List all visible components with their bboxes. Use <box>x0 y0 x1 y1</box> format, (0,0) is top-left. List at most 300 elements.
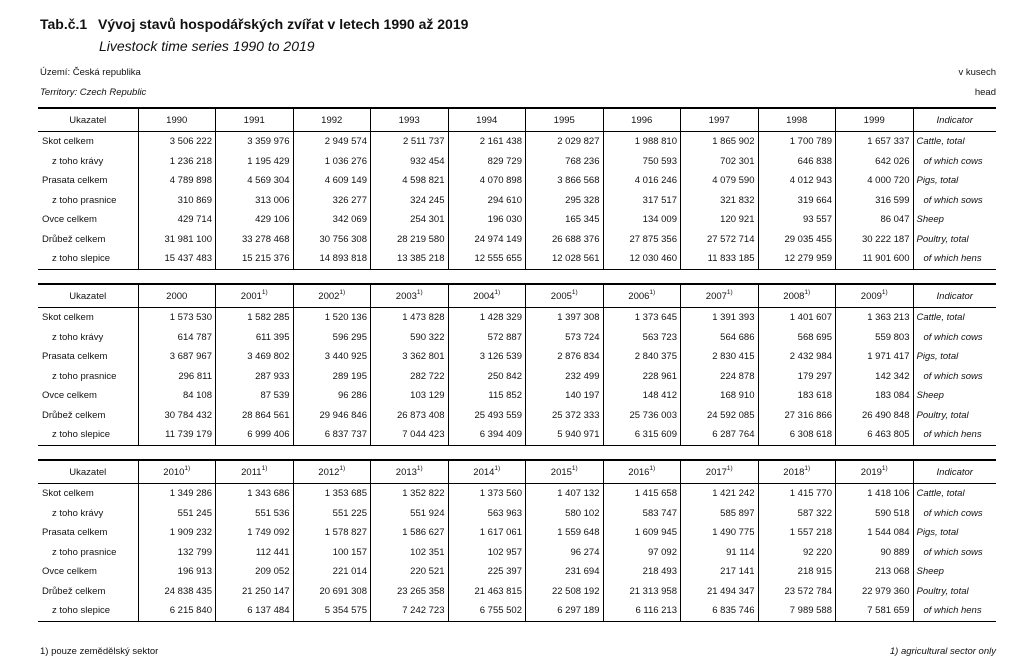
table-cell: 3 126 539 <box>448 347 526 367</box>
row-label-en: of which hens <box>913 601 996 621</box>
table-cell: 551 536 <box>216 504 294 524</box>
table-number: Tab.č.1 <box>40 16 88 32</box>
livestock-table <box>38 107 996 270</box>
column-header-year <box>526 284 604 308</box>
table-cell: 84 108 <box>138 386 216 406</box>
table-cell: 1 609 945 <box>603 523 681 543</box>
table-cell: 1 373 560 <box>448 484 526 504</box>
table-cell: 12 555 655 <box>448 249 526 269</box>
table-cell: 1 971 417 <box>836 347 914 367</box>
table-header-row <box>38 284 996 308</box>
table-cell: 11 901 600 <box>836 249 914 269</box>
table-cell: 29 035 455 <box>758 230 836 250</box>
table-cell: 1 988 810 <box>603 132 681 152</box>
year-label: 2016 <box>628 466 650 478</box>
table-cell: 26 490 848 <box>836 406 914 426</box>
footnote-mark: 1) <box>494 464 501 472</box>
table-cell: 6 837 737 <box>293 425 371 445</box>
table-cell: 646 838 <box>758 152 836 172</box>
row-label-en: Pigs, total <box>913 347 996 367</box>
table-cell: 310 869 <box>138 191 216 211</box>
table-cell: 228 961 <box>603 367 681 387</box>
year-label: 2013 <box>395 466 417 478</box>
table-cell: 7 989 588 <box>758 601 836 621</box>
table-cell: 829 729 <box>448 152 526 172</box>
column-header-year <box>216 108 294 132</box>
year-label: 1993 <box>398 114 420 126</box>
year-label: 1997 <box>708 114 730 126</box>
table-header-row <box>38 108 996 132</box>
column-header-year <box>681 460 759 484</box>
territory-en: Territory: Czech Republic <box>40 87 147 98</box>
table-cell: 563 963 <box>448 504 526 524</box>
year-label: 1998 <box>786 114 808 126</box>
year-label: 1994 <box>476 114 498 126</box>
column-header-indicator-cz: Ukazatel <box>38 108 138 132</box>
table-cell: 642 026 <box>836 152 914 172</box>
table-cell: 282 722 <box>371 367 449 387</box>
table-cell: 1 421 242 <box>681 484 759 504</box>
table-cell: 1 428 329 <box>448 308 526 328</box>
table-cell: 5 940 971 <box>526 425 604 445</box>
table-cell: 6 463 805 <box>836 425 914 445</box>
table-cell: 179 297 <box>758 367 836 387</box>
column-header-year <box>758 460 836 484</box>
table-cell: 585 897 <box>681 504 759 524</box>
table-cell: 319 664 <box>758 191 836 211</box>
table-cell: 102 351 <box>371 543 449 563</box>
table-cell: 3 506 222 <box>138 132 216 152</box>
table-cell: 1 657 337 <box>836 132 914 152</box>
table-cell: 317 517 <box>603 191 681 211</box>
table-cell: 572 887 <box>448 328 526 348</box>
column-header-year <box>681 108 759 132</box>
footnote-mark: 1) <box>339 288 346 296</box>
table-cell: 97 092 <box>603 543 681 563</box>
table-cell: 1 415 770 <box>758 484 836 504</box>
table-cell: 30 784 432 <box>138 406 216 426</box>
footnote-mark: 1) <box>649 288 656 296</box>
column-header-year <box>603 284 681 308</box>
table-cell: 103 129 <box>371 386 449 406</box>
table-cell: 31 981 100 <box>138 230 216 250</box>
table-cell: 140 197 <box>526 386 604 406</box>
table-cell: 611 395 <box>216 328 294 348</box>
column-header-year <box>836 460 914 484</box>
column-header-year <box>448 108 526 132</box>
table-cell: 2 830 415 <box>681 347 759 367</box>
table-cell: 4 609 149 <box>293 171 371 191</box>
year-label: 1996 <box>631 114 653 126</box>
table-cell: 102 957 <box>448 543 526 563</box>
table-cell: 587 322 <box>758 504 836 524</box>
table-cell: 87 539 <box>216 386 294 406</box>
table-row <box>38 582 996 602</box>
row-label-en: of which hens <box>913 249 996 269</box>
table-cell: 1 036 276 <box>293 152 371 172</box>
livestock-table <box>38 459 996 622</box>
year-label: 2012 <box>318 466 340 478</box>
year-label: 1990 <box>166 114 188 126</box>
year-label: 2015 <box>550 466 572 478</box>
footnote-mark: 1) <box>184 464 191 472</box>
year-label: 2003 <box>395 290 417 302</box>
table-cell: 7 242 723 <box>371 601 449 621</box>
table-cell: 551 924 <box>371 504 449 524</box>
table-cell: 29 946 846 <box>293 406 371 426</box>
year-label: 2019 <box>860 466 882 478</box>
table-cell: 90 889 <box>836 543 914 563</box>
column-header-year <box>758 108 836 132</box>
row-label-en: Cattle, total <box>913 308 996 328</box>
footnote-mark: 1) <box>261 464 268 472</box>
table-cell: 12 028 561 <box>526 249 604 269</box>
table-cell: 583 747 <box>603 504 681 524</box>
table-cell: 1 418 106 <box>836 484 914 504</box>
table-row <box>38 425 996 445</box>
table-cell: 2 161 438 <box>448 132 526 152</box>
table-cell: 1 373 645 <box>603 308 681 328</box>
footnote-mark: 1) <box>804 288 811 296</box>
table-cell: 568 695 <box>758 328 836 348</box>
table-cell: 183 618 <box>758 386 836 406</box>
row-label-en: Pigs, total <box>913 171 996 191</box>
table-cell: 6 999 406 <box>216 425 294 445</box>
table-cell: 168 910 <box>681 386 759 406</box>
row-label-en: Sheep <box>913 210 996 230</box>
table-row <box>38 543 996 563</box>
year-label: 2018 <box>783 466 805 478</box>
table-cell: 1 557 218 <box>758 523 836 543</box>
table-cell: 596 295 <box>293 328 371 348</box>
table-cell: 1 520 136 <box>293 308 371 328</box>
column-header-year <box>448 460 526 484</box>
row-label-cz: Drůbež celkem <box>42 585 106 597</box>
column-header-indicator-cz: Ukazatel <box>38 460 138 484</box>
table-cell: 1 391 393 <box>681 308 759 328</box>
row-label-cz: Prasata celkem <box>42 175 108 187</box>
table-cell: 1 578 827 <box>293 523 371 543</box>
table-cell: 196 913 <box>138 562 216 582</box>
table-cell: 6 297 189 <box>526 601 604 621</box>
column-header-year <box>526 460 604 484</box>
column-header-year <box>603 460 681 484</box>
table-cell: 6 315 609 <box>603 425 681 445</box>
table-cell: 24 592 085 <box>681 406 759 426</box>
table-cell: 702 301 <box>681 152 759 172</box>
table-cell: 3 469 802 <box>216 347 294 367</box>
table-cell: 96 274 <box>526 543 604 563</box>
table-cell: 296 811 <box>138 367 216 387</box>
table-cell: 27 572 714 <box>681 230 759 250</box>
table-cell: 26 688 376 <box>526 230 604 250</box>
year-label: 1991 <box>243 114 265 126</box>
year-label: 2009 <box>860 290 882 302</box>
table-cell: 750 593 <box>603 152 681 172</box>
table-cell: 1 490 775 <box>681 523 759 543</box>
footnote-mark: 1) <box>494 288 501 296</box>
row-label-en: Cattle, total <box>913 484 996 504</box>
row-label-cz: z toho prasnice <box>52 370 117 382</box>
table-cell: 165 345 <box>526 210 604 230</box>
row-label-cz: Prasata celkem <box>42 351 108 363</box>
footnote-mark: 1) <box>416 464 423 472</box>
footnote-mark: 1) <box>261 288 268 296</box>
table-cell: 1 582 285 <box>216 308 294 328</box>
table-cell: 24 838 435 <box>138 582 216 602</box>
table-cell: 590 322 <box>371 328 449 348</box>
table-cell: 3 362 801 <box>371 347 449 367</box>
table-cell: 1 473 828 <box>371 308 449 328</box>
row-label-en: Sheep <box>913 562 996 582</box>
table-cell: 12 279 959 <box>758 249 836 269</box>
table-cell: 115 852 <box>448 386 526 406</box>
table-cell: 1 407 132 <box>526 484 604 504</box>
row-label-cz: z toho krávy <box>52 331 104 343</box>
unit-cz: v kusech <box>958 67 996 78</box>
year-label: 2010 <box>163 466 185 478</box>
table-cell: 224 878 <box>681 367 759 387</box>
footnote-mark: 1) <box>416 288 423 296</box>
row-label-cz: z toho krávy <box>52 155 104 167</box>
table-cell: 14 893 818 <box>293 249 371 269</box>
row-label-en: Poultry, total <box>913 582 996 602</box>
year-label: 2000 <box>166 290 188 302</box>
table-cell: 564 686 <box>681 328 759 348</box>
column-header-year <box>293 108 371 132</box>
table-cell: 254 301 <box>371 210 449 230</box>
table-cell: 4 598 821 <box>371 171 449 191</box>
table-cell: 23 572 784 <box>758 582 836 602</box>
table-cell: 551 225 <box>293 504 371 524</box>
row-label-en: of which sows <box>913 191 996 211</box>
table-cell: 225 397 <box>448 562 526 582</box>
table-cell: 220 521 <box>371 562 449 582</box>
row-label-cz: z toho prasnice <box>52 194 117 206</box>
row-label-en: Poultry, total <box>913 230 996 250</box>
table-row <box>38 152 996 172</box>
table-cell: 26 873 408 <box>371 406 449 426</box>
table-cell: 6 137 484 <box>216 601 294 621</box>
table-cell: 1 363 213 <box>836 308 914 328</box>
table-cell: 4 012 943 <box>758 171 836 191</box>
year-label: 2014 <box>473 466 495 478</box>
table-cell: 250 842 <box>448 367 526 387</box>
table-cell: 1 352 822 <box>371 484 449 504</box>
table-cell: 6 755 502 <box>448 601 526 621</box>
row-label-en: of which hens <box>913 425 996 445</box>
row-label-en: of which cows <box>913 152 996 172</box>
table-cell: 4 079 590 <box>681 171 759 191</box>
table-cell: 1 544 084 <box>836 523 914 543</box>
year-label: 2017 <box>705 466 727 478</box>
column-header-year <box>293 284 371 308</box>
table-cell: 7 581 659 <box>836 601 914 621</box>
table-row <box>38 504 996 524</box>
table-cell: 112 441 <box>216 543 294 563</box>
table-cell: 21 250 147 <box>216 582 294 602</box>
table-cell: 7 044 423 <box>371 425 449 445</box>
table-cell: 27 875 356 <box>603 230 681 250</box>
table-number-and-title <box>40 16 468 32</box>
table-cell: 1 343 686 <box>216 484 294 504</box>
page-title: Vývoj stavů hospodářských zvířat v letech 1990 až 2019 <box>98 16 469 32</box>
table-cell: 2 432 984 <box>758 347 836 367</box>
year-label: 2008 <box>783 290 805 302</box>
row-label-cz: Prasata celkem <box>42 527 108 539</box>
table-cell: 551 245 <box>138 504 216 524</box>
column-header-year <box>836 284 914 308</box>
table-cell: 92 220 <box>758 543 836 563</box>
table-cell: 1 865 902 <box>681 132 759 152</box>
row-label-cz: z toho slepice <box>38 601 138 621</box>
column-header-indicator-en: Indicator <box>913 284 996 308</box>
table-cell: 3 866 568 <box>526 171 604 191</box>
table-cell: 294 610 <box>448 191 526 211</box>
footnote-mark: 1) <box>804 464 811 472</box>
table-cell: 295 328 <box>526 191 604 211</box>
footnote-en: 1) agricultural sector only <box>889 646 996 657</box>
table-cell: 22 508 192 <box>526 582 604 602</box>
column-header-indicator-en: Indicator <box>913 460 996 484</box>
table-cell: 2 876 834 <box>526 347 604 367</box>
table-cell: 1 909 232 <box>138 523 216 543</box>
table-cell: 324 245 <box>371 191 449 211</box>
table-cell: 4 016 246 <box>603 171 681 191</box>
row-label-en: Sheep <box>913 386 996 406</box>
table-row <box>38 230 996 250</box>
table-row <box>38 562 996 582</box>
year-label: 2011 <box>241 466 262 478</box>
row-label-cz: Skot celkem <box>42 136 94 148</box>
table-cell: 4 569 304 <box>216 171 294 191</box>
table-row <box>38 367 996 387</box>
row-label-cz: Skot celkem <box>42 312 94 324</box>
table-cell: 20 691 308 <box>293 582 371 602</box>
table-cell: 4 070 898 <box>448 171 526 191</box>
row-label-en: of which cows <box>913 504 996 524</box>
footnote-mark: 1) <box>571 464 578 472</box>
table-cell: 86 047 <box>836 210 914 230</box>
table-cell: 100 157 <box>293 543 371 563</box>
table-cell: 6 116 213 <box>603 601 681 621</box>
year-label: 1999 <box>863 114 885 126</box>
column-header-year <box>758 284 836 308</box>
year-label: 1995 <box>553 114 575 126</box>
table-cell: 231 694 <box>526 562 604 582</box>
table-cell: 30 756 308 <box>293 230 371 250</box>
table-cell: 183 084 <box>836 386 914 406</box>
row-label-en: Cattle, total <box>913 132 996 152</box>
row-label-cz: z toho slepice <box>38 425 138 445</box>
table-cell: 932 454 <box>371 152 449 172</box>
row-label-cz: Ovce celkem <box>42 214 97 226</box>
row-label-en: of which sows <box>913 367 996 387</box>
row-label-en: of which sows <box>913 543 996 563</box>
footnote-mark: 1) <box>649 464 656 472</box>
table-row <box>38 523 996 543</box>
table-cell: 25 493 559 <box>448 406 526 426</box>
row-label-cz: z toho prasnice <box>52 546 117 558</box>
table-cell: 1 617 061 <box>448 523 526 543</box>
row-label-cz: Ovce celkem <box>42 566 97 578</box>
year-label: 2005 <box>550 290 572 302</box>
table-cell: 580 102 <box>526 504 604 524</box>
table-cell: 429 714 <box>138 210 216 230</box>
table-cell: 2 511 737 <box>371 132 449 152</box>
column-header-year <box>138 460 216 484</box>
table-cell: 148 412 <box>603 386 681 406</box>
table-row <box>38 171 996 191</box>
table-cell: 2 840 375 <box>603 347 681 367</box>
table-cell: 218 915 <box>758 562 836 582</box>
row-label-cz: z toho slepice <box>38 249 138 269</box>
column-header-year <box>138 284 216 308</box>
table-cell: 1 415 658 <box>603 484 681 504</box>
table-cell: 1 700 789 <box>758 132 836 152</box>
table-cell: 2 949 574 <box>293 132 371 152</box>
table-cell: 221 014 <box>293 562 371 582</box>
table-cell: 1 749 092 <box>216 523 294 543</box>
footnote-mark: 1) <box>881 464 888 472</box>
table-cell: 1 586 627 <box>371 523 449 543</box>
table-cell: 6 215 840 <box>138 601 216 621</box>
row-label-cz: Drůbež celkem <box>42 409 106 421</box>
column-header-year <box>603 108 681 132</box>
table-cell: 27 316 866 <box>758 406 836 426</box>
table-row <box>38 386 996 406</box>
table-row <box>38 601 996 621</box>
table-cell: 3 687 967 <box>138 347 216 367</box>
table-cell: 21 463 815 <box>448 582 526 602</box>
table-cell: 3 440 925 <box>293 347 371 367</box>
column-header-year <box>526 108 604 132</box>
table-row <box>38 132 996 152</box>
column-header-year <box>371 108 449 132</box>
table-cell: 563 723 <box>603 328 681 348</box>
table-cell: 213 068 <box>836 562 914 582</box>
year-label: 2004 <box>473 290 495 302</box>
table-cell: 28 219 580 <box>371 230 449 250</box>
table-cell: 15 437 483 <box>138 249 216 269</box>
row-label-cz: Ovce celkem <box>42 390 97 402</box>
table-cell: 91 114 <box>681 543 759 563</box>
table-cell: 22 979 360 <box>836 582 914 602</box>
column-header-year <box>216 284 294 308</box>
row-label-cz: Skot celkem <box>42 488 94 500</box>
table-cell: 30 222 187 <box>836 230 914 250</box>
table-cell: 21 494 347 <box>681 582 759 602</box>
table-header-row <box>38 460 996 484</box>
table-cell: 93 557 <box>758 210 836 230</box>
column-header-year <box>293 460 371 484</box>
table-cell: 196 030 <box>448 210 526 230</box>
table-cell: 590 518 <box>836 504 914 524</box>
row-label-en: of which cows <box>913 328 996 348</box>
table-cell: 25 736 003 <box>603 406 681 426</box>
table-row <box>38 249 996 269</box>
table-cell: 4 789 898 <box>138 171 216 191</box>
table-cell: 6 394 409 <box>448 425 526 445</box>
table-cell: 15 215 376 <box>216 249 294 269</box>
table-cell: 6 287 764 <box>681 425 759 445</box>
column-header-indicator-en: Indicator <box>913 108 996 132</box>
column-header-indicator-cz: Ukazatel <box>38 284 138 308</box>
table-cell: 573 724 <box>526 328 604 348</box>
table-cell: 25 372 333 <box>526 406 604 426</box>
page-subtitle: Livestock time series 1990 to 2019 <box>99 38 315 54</box>
table-cell: 217 141 <box>681 562 759 582</box>
